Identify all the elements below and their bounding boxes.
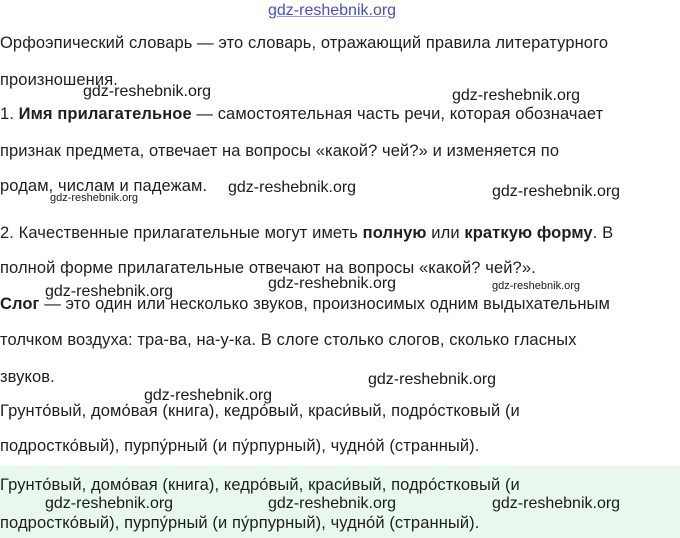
watermark: gdz-reshebnik.org: [492, 183, 621, 200]
adjective-definition-line1: [0, 105, 603, 124]
watermark: gdz-reshebnik.org: [452, 87, 581, 104]
watermark: gdz-reshebnik.org: [268, 275, 397, 292]
answer-line2: подростко́вый), пурпу́рный (и пу́рпурный), чудно́й (странный).: [0, 514, 480, 532]
syllable-definition-line2: толчком воздуха: тра-ва, на-у-ка. В слоге столько слогов, сколько гласных: [0, 331, 577, 349]
watermark: gdz-reshebnik.org: [45, 495, 174, 512]
definition-orthoepic-line2: произношения.: [0, 71, 118, 89]
qualitative-adjectives-line2: полной форме прилагательные отвечают на вопросы «какой? чей?».: [0, 259, 536, 277]
watermark-top-link[interactable]: gdz-reshebnik.org: [268, 2, 397, 19]
short-form-term: краткую форму: [464, 224, 593, 242]
qualitative-text-a: 2. Качественные прилагательные могут иметь: [0, 224, 363, 242]
adjective-term: Имя прилагательное: [18, 105, 192, 123]
qualitative-adjectives-line1: [0, 224, 613, 243]
adjective-definition-text: — самостоятельная часть речи, которая обозначает: [191, 105, 604, 123]
full-form-term: полную: [362, 224, 427, 242]
watermark: gdz-reshebnik.org: [83, 83, 212, 100]
syllable-definition-text: — это один или несколько звуков, произносимых одним выдыхательным: [39, 295, 610, 313]
qualitative-text-d: . В: [592, 224, 614, 242]
watermark: gdz-reshebnik.org: [45, 283, 174, 300]
watermark: gdz-reshebnik.org: [368, 371, 497, 388]
word-list-line1: Грунто́вый, домо́вая (книга), кедро́вый, краси́вый, подро́стковый (и: [0, 402, 520, 420]
watermark: gdz-reshebnik.org: [492, 280, 581, 292]
watermark: gdz-reshebnik.org: [50, 192, 139, 204]
answer-line1: Грунто́вый, домо́вая (книга), кедро́вый, краси́вый, подро́стковый (и: [0, 476, 520, 494]
adjective-definition-line3: родам, числам и падежам.: [0, 177, 208, 195]
adjective-definition-line2: признак предмета, отвечает на вопросы «какой? чей?» и изменяется по: [0, 142, 560, 160]
syllable-definition-line3: звуков.: [0, 368, 55, 386]
definition-orthoepic-line1: Орфоэпический словарь — это словарь, отражающий правила литературного: [0, 34, 609, 52]
qualitative-text-c: или: [426, 224, 465, 242]
watermark: gdz-reshebnik.org: [268, 495, 397, 512]
watermark: gdz-reshebnik.org: [144, 387, 273, 404]
watermark: gdz-reshebnik.org: [492, 495, 621, 512]
word-list-line2: подростко́вый), пурпу́рный (и пу́рпурный), чудно́й (странный).: [0, 437, 480, 455]
syllable-term: Слог: [0, 295, 40, 313]
adjective-number: 1.: [0, 105, 19, 123]
watermark: gdz-reshebnik.org: [228, 179, 357, 196]
